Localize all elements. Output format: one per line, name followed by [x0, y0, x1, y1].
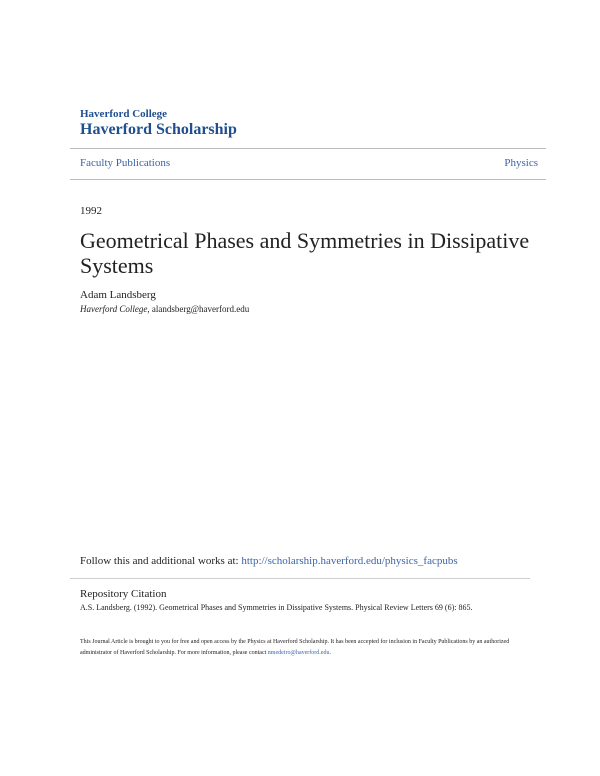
publication-year: 1992 — [80, 205, 102, 217]
affiliation-institution: Haverford College — [80, 304, 148, 314]
affiliation-email: , alandsberg@haverford.edu — [147, 304, 250, 314]
citation-text: A.S. Landsberg. (1992). Geometrical Phases and Symmetries in Dissipative Systems. Physical Review Letters 69 (6): 865. — [80, 603, 473, 612]
contact-email-link[interactable]: nmedeiro@haverford.edu — [267, 650, 330, 656]
footer-end: . — [329, 650, 331, 656]
author-name: Adam Landsberg — [80, 289, 156, 301]
citation-heading: Repository Citation — [80, 588, 167, 600]
faculty-publications-link[interactable]: Faculty Publications — [80, 157, 171, 169]
author-affiliation — [80, 304, 249, 314]
footer-text: This Journal Article is brought to you for free and open access by the Physics at Haverford Scholarship. It has been accepted for inclusion in Faculty Publications by an authorized administrator of Haverford Scholarship. For more information, please contact — [80, 639, 510, 656]
top-divider — [70, 148, 546, 149]
collection-url-link[interactable]: http://scholarship.haverford.edu/physics_facpubs — [241, 555, 458, 567]
article-title: Geometrical Phases and Symmetries in Dissipative Systems — [80, 228, 530, 278]
institution-name[interactable]: Haverford College — [80, 108, 168, 120]
nav-divider — [70, 179, 546, 180]
repository-header — [80, 108, 237, 139]
physics-link[interactable]: Physics — [504, 157, 538, 169]
repository-name[interactable]: Haverford Scholarship — [80, 121, 237, 138]
footer-notice — [80, 637, 520, 659]
citation-divider — [70, 578, 530, 579]
follow-line — [80, 555, 458, 567]
follow-prefix: Follow this and additional works at: — [80, 555, 242, 567]
